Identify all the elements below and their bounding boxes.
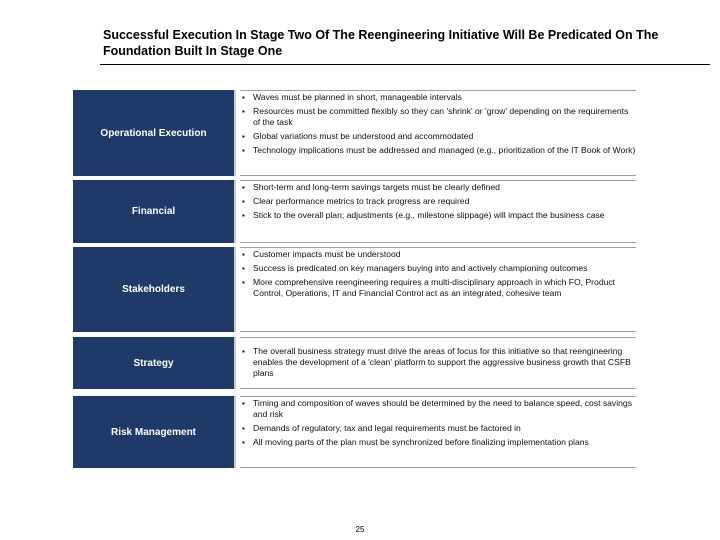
row-financial <box>73 180 636 243</box>
bullet-item: ▪ Success is predicated on key managers buying into and actively championing outcomes <box>240 263 636 274</box>
bullet-item: ▪ All moving parts of the plan must be synchronized before finalizing implementation plans <box>240 437 636 448</box>
bullet-item: ▪ The overall business strategy must drive the areas of focus for this initiative so that reengineering enables the development of a 'clean' platform to support the aggressive business growth that CSFB plans <box>240 346 636 379</box>
row-strategy <box>73 337 636 389</box>
bullet-list-operational-execution <box>240 90 636 176</box>
bullet-list-stakeholders <box>240 247 636 332</box>
bullet-item: ▪ Timing and composition of waves should be determined by the need to balance speed, cost savings and risk <box>240 398 636 420</box>
bullet-item: ▪ Resources must be committed flexibly so they can 'shrink' or 'grow' depending on the requirements of the task <box>240 106 636 128</box>
bullet-item: ▪ Short-term and long-term savings targets must be clearly defined <box>240 182 636 193</box>
row-risk-management <box>73 396 636 468</box>
bullet-list-financial <box>240 180 636 243</box>
bullet-list-risk-management <box>240 396 636 468</box>
row-label-strategy: Strategy <box>73 337 236 389</box>
bullet-list-strategy <box>240 337 636 389</box>
row-label-risk-management: Risk Management <box>73 396 236 468</box>
bullet-item: ▪ Demands of regulatory, tax and legal requirements must be factored in <box>240 423 636 434</box>
row-operational-execution <box>73 90 636 176</box>
bullet-item: ▪ More comprehensive reengineering requires a multi-disciplinary approach in which FO, Product Control, Operations, IT and Financial Control act as an integrated, cohesive team <box>240 277 636 299</box>
row-label-stakeholders: Stakeholders <box>73 247 236 332</box>
page-number: 25 <box>355 525 365 534</box>
bullet-item: ▪ Stick to the overall plan; adjustments (e.g., milestone slippage) will impact the business case <box>240 210 636 221</box>
page-title: Successful Execution In Stage Two Of The Reengineering Initiative Will Be Predicated On The Foundation Built In Stage One <box>103 28 659 58</box>
row-stakeholders <box>73 247 636 332</box>
bullet-item: ▪ Waves must be planned in short, manageable intervals <box>240 92 636 103</box>
bullet-item: ▪ Global variations must be understood and accommodated <box>240 131 636 142</box>
bullet-item: ▪ Customer impacts must be understood <box>240 249 636 260</box>
row-label-financial: Financial <box>73 180 236 243</box>
bullet-item: ▪ Clear performance metrics to track progress are required <box>240 196 636 207</box>
title-divider <box>100 64 710 65</box>
row-label-operational-execution: Operational Execution <box>73 90 236 176</box>
bullet-item: ▪ Technology implications must be addressed and managed (e.g., prioritization of the IT Book of Work) <box>240 145 636 156</box>
